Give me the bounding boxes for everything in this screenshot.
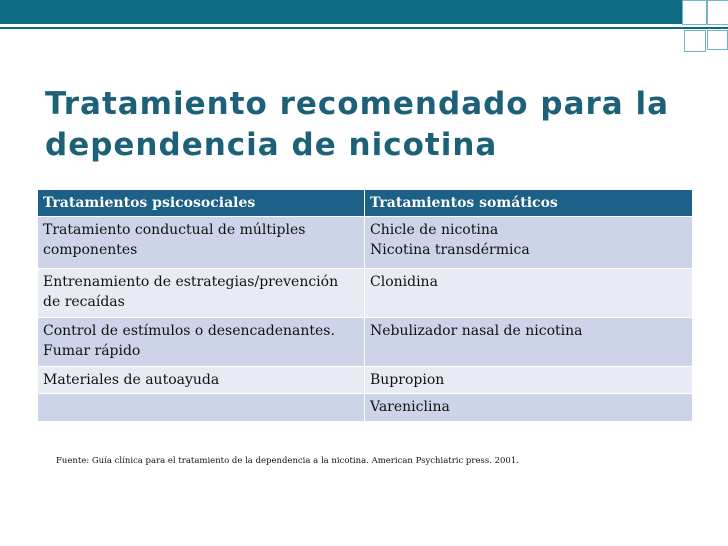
column-header-psychosocial: Tratamientos psicosociales — [38, 190, 365, 217]
table-cell: Vareniclina — [365, 394, 693, 422]
table-header-row — [38, 190, 693, 217]
table-cell: Materiales de autoayuda — [38, 367, 365, 394]
decorative-square — [707, 30, 728, 50]
source-citation: Fuente: Guía clínica para el tratamiento de la dependencia a la nicotina. American Psychiatric press. 2001. — [56, 456, 519, 466]
table-cell: Bupropion — [365, 367, 693, 394]
slide-title-line-1: Tratamiento recomendado para la — [45, 86, 670, 122]
table-cell: Tratamiento conductual de múltiples componentes — [38, 217, 365, 269]
table-cell: Clonidina — [365, 269, 693, 318]
table-cell: Nebulizador nasal de nicotina — [365, 318, 693, 367]
table-cell: Entrenamiento de estrategias/prevención de recaídas — [38, 269, 365, 318]
cell-line: Chicle de nicotina — [370, 222, 499, 238]
table-row — [38, 318, 693, 367]
top-accent-line — [0, 27, 728, 29]
slide-title-line-2: dependencia de nicotina — [45, 127, 498, 163]
decorative-square — [707, 0, 728, 25]
table-cell: Control de estímulos o desencadenantes. Fumar rápido — [38, 318, 365, 367]
column-header-somatic: Tratamientos somáticos — [365, 190, 693, 217]
treatment-table — [37, 189, 693, 422]
table-cell — [365, 217, 693, 269]
decorative-square — [684, 30, 706, 52]
table-row — [38, 394, 693, 422]
table-row — [38, 269, 693, 318]
table-row — [38, 217, 693, 269]
top-accent-band — [0, 0, 728, 24]
table-cell — [38, 394, 365, 422]
slide-title — [45, 84, 685, 166]
decorative-square — [682, 0, 707, 25]
table-row — [38, 367, 693, 394]
cell-line: Nicotina transdérmica — [370, 242, 530, 258]
